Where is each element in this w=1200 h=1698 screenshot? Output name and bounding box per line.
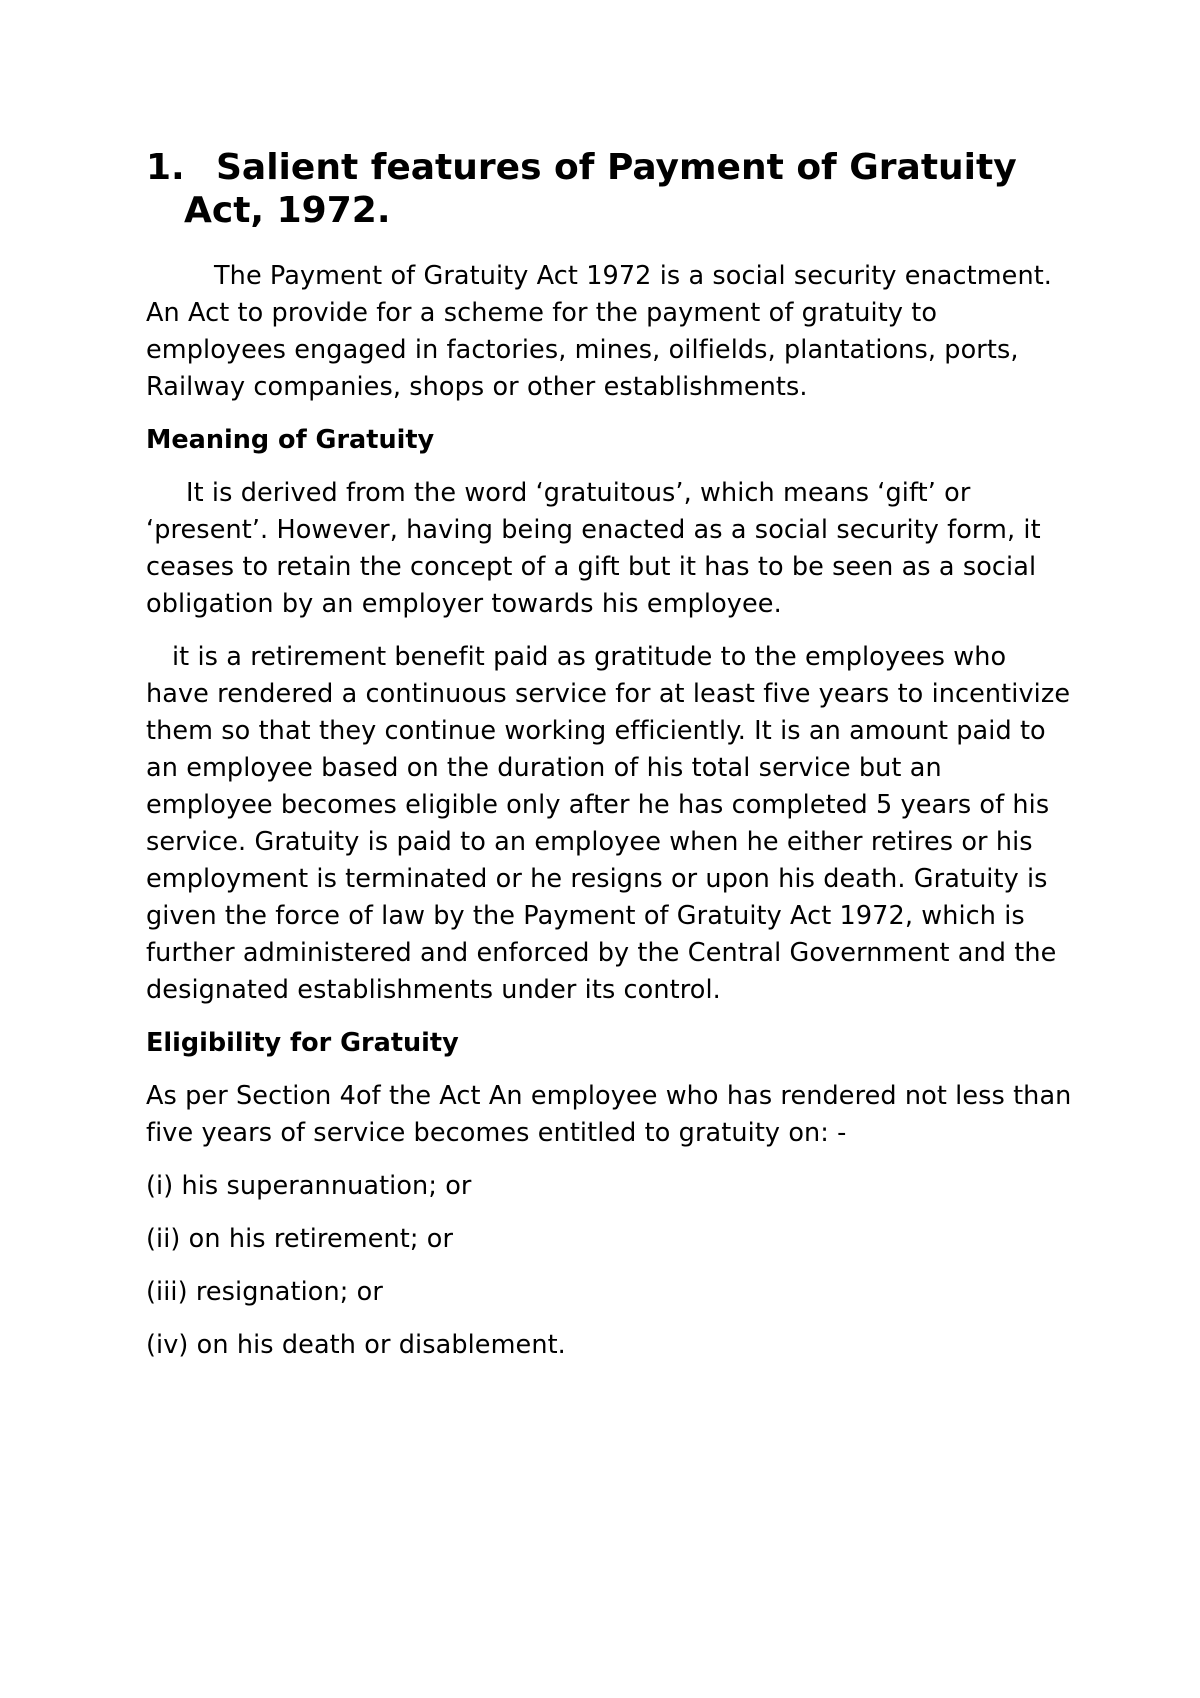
eligibility-item-2: (ii) on his retirement; or — [146, 1224, 454, 1254]
document-title — [146, 146, 1076, 232]
meaning-heading: Meaning of Gratuity — [146, 425, 435, 455]
meaning-paragraph-2: it is a retirement benefit paid as gratitude to the employees who have rendered a continuous service for at least five years to incentivize them so that they continue working efficiently. It is an amount paid to an employee based on the duration of his total service but an employee becomes eligible only after he has completed 5 years of his service. Gratuity is paid to an employee when he either retires or his employment is terminated or he resigns or upon his death. Gratuity is given the force of law by the Payment of Gratuity Act 1972, which is further administered and enforced by the Central Government and the designated establishments under its control. — [146, 642, 1071, 1005]
meaning-paragraph-1: It is derived from the word ‘gratuitous’, which means ‘gift’ or ‘present’. However, having being enacted as a social security form, it ceases to retain the concept of a gift but it has to be seen as a social obligation by an employer towards his employee. — [146, 478, 1041, 619]
intro-paragraph: The Payment of Gratuity Act 1972 is a social security enactment. An Act to provide for a scheme for the payment of gratuity to employees engaged in factories, mines, oilfields, plantations, ports, Railway companies, shops or other establishments. — [146, 261, 1053, 402]
eligibility-item-1: (i) his superannuation; or — [146, 1171, 472, 1201]
eligibility-item-3: (iii) resignation; or — [146, 1277, 383, 1307]
eligibility-paragraph: As per Section 4of the Act An employee who has rendered not less than five years of service becomes entitled to gratuity on: - — [146, 1081, 1072, 1148]
eligibility-item-4: (iv) on his death or disablement. — [146, 1330, 566, 1360]
document-page — [146, 146, 1076, 1380]
title-line-2: Act, 1972. — [184, 190, 391, 231]
title-number: 1. — [146, 147, 185, 188]
title-line-1: Salient features of Payment of Gratuity — [216, 147, 1017, 188]
eligibility-heading: Eligibility for Gratuity — [146, 1028, 459, 1058]
